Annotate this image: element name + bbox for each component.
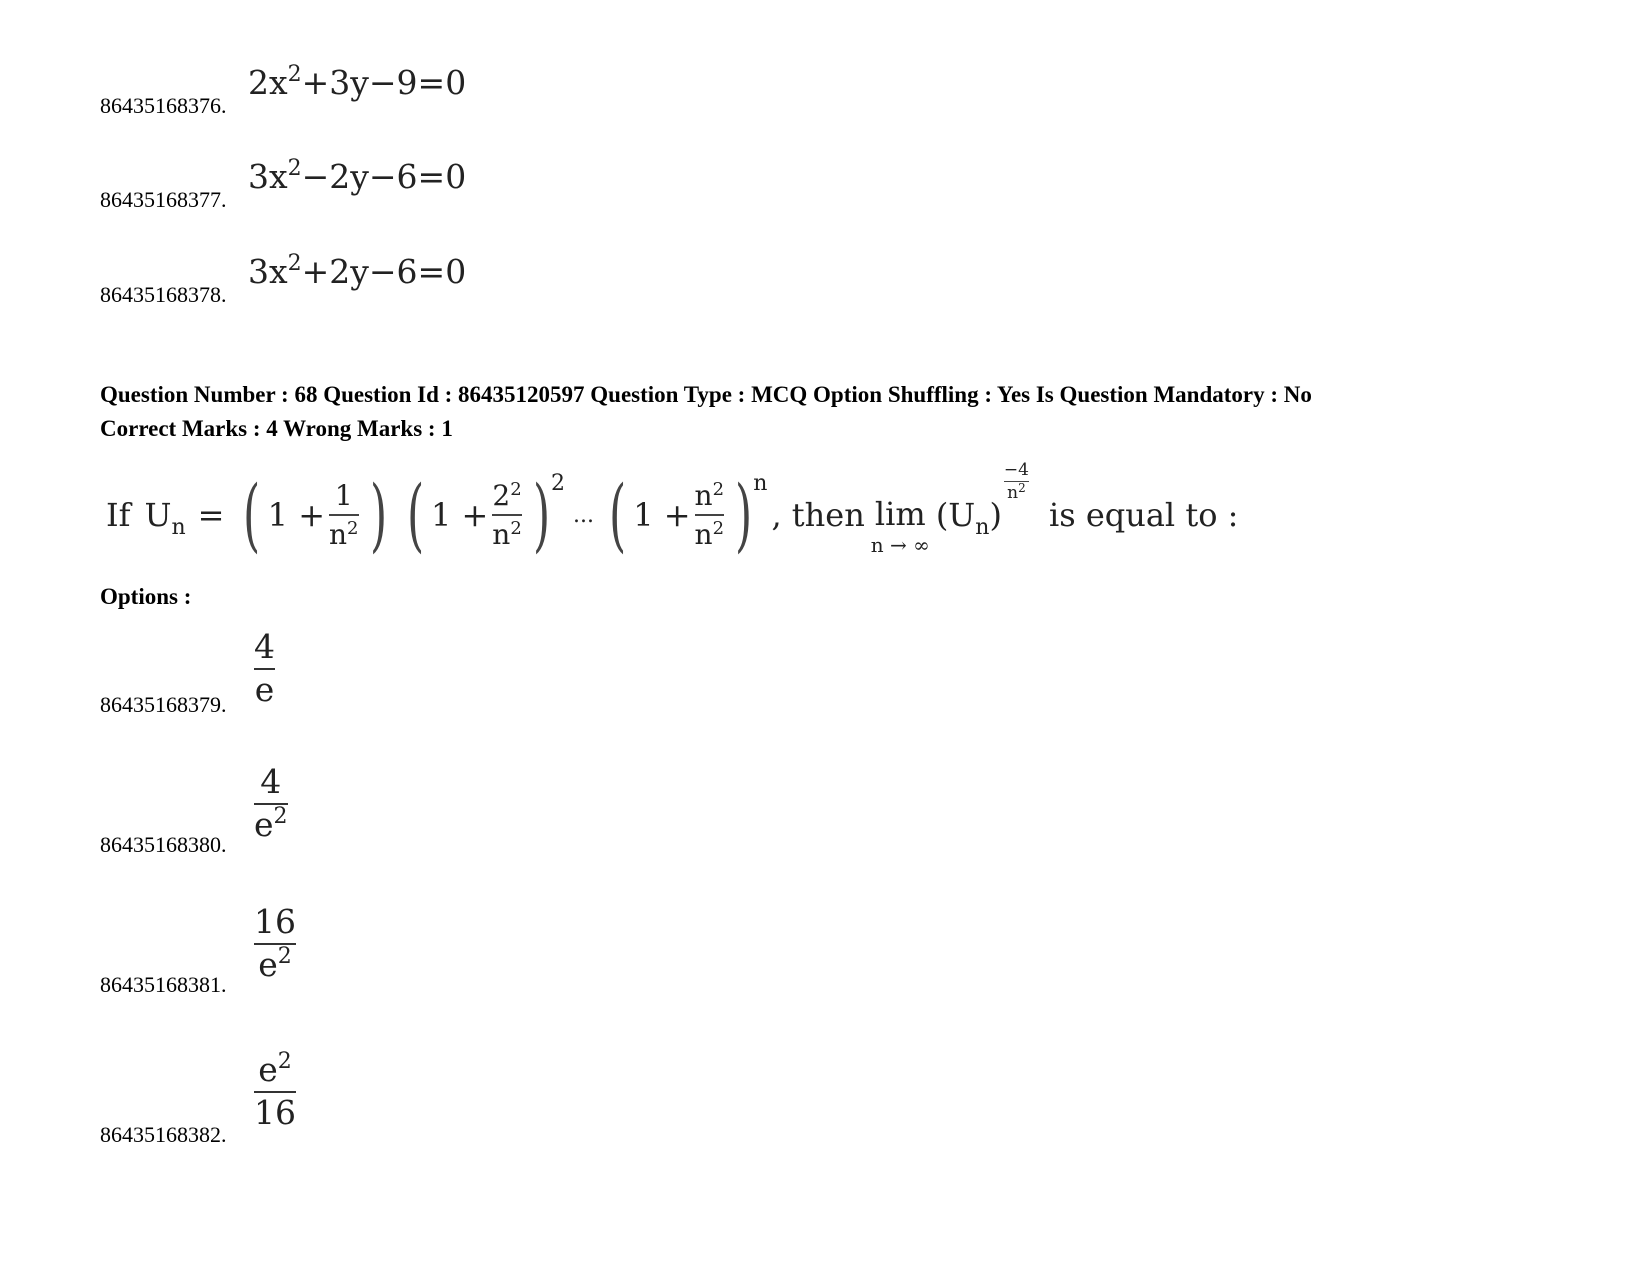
option-id: 86435168376.	[100, 93, 227, 118]
option-fraction: $\frac{16}{e^2}$	[254, 902, 296, 984]
exponent-fraction: −4 $n^2$	[1003, 459, 1029, 503]
option-fraction: $\frac{4}{e^2}$	[254, 762, 288, 844]
factor-1: ( 1 + 1 $n^2$ )	[243, 468, 387, 561]
option-fraction: $\frac{4}{e}$	[254, 627, 275, 709]
question-statement: If $U_n$ = ( 1 + 1 $n^2$ ) ( 1 + $2^2$ $n^2$ ) 2 ... ( 1 + $n^2$ $n^2$ ) n , then lim n → ∞ $(U_n)$ −4 $n^2$ is equal to :	[106, 459, 1239, 561]
option-id: 86435168382.	[100, 1122, 227, 1147]
option-equation: $3x^2+2y-6=0$	[248, 251, 467, 291]
question-meta-line2: Correct Marks : 4 Wrong Marks : 1	[100, 416, 453, 441]
question-meta	[100, 378, 1550, 446]
factor-n: ( 1 + $n^2$ $n^2$ ) n	[609, 468, 768, 561]
option-id: 86435168378.	[100, 282, 227, 307]
option-id: 86435168379.	[100, 692, 227, 717]
factor-2: ( 1 + $2^2$ $n^2$ ) 2	[406, 468, 565, 561]
option-id: 86435168380.	[100, 832, 227, 857]
limit-operator: lim n → ∞	[870, 495, 930, 557]
option-equation: $3x^2-2y-6=0$	[248, 156, 467, 196]
option-fraction: $\frac{e^2}{16}$	[254, 1049, 296, 1132]
option-equation: $2x^2+3y-9=0$	[248, 62, 467, 102]
question-meta-line1: Question Number : 68 Question Id : 86435120597 Question Type : MCQ Option Shuffling : Yes Is Question Mandatory : No	[100, 382, 1312, 407]
option-id: 86435168377.	[100, 187, 227, 212]
options-label: Options :	[100, 584, 192, 609]
option-id: 86435168381.	[100, 972, 227, 997]
